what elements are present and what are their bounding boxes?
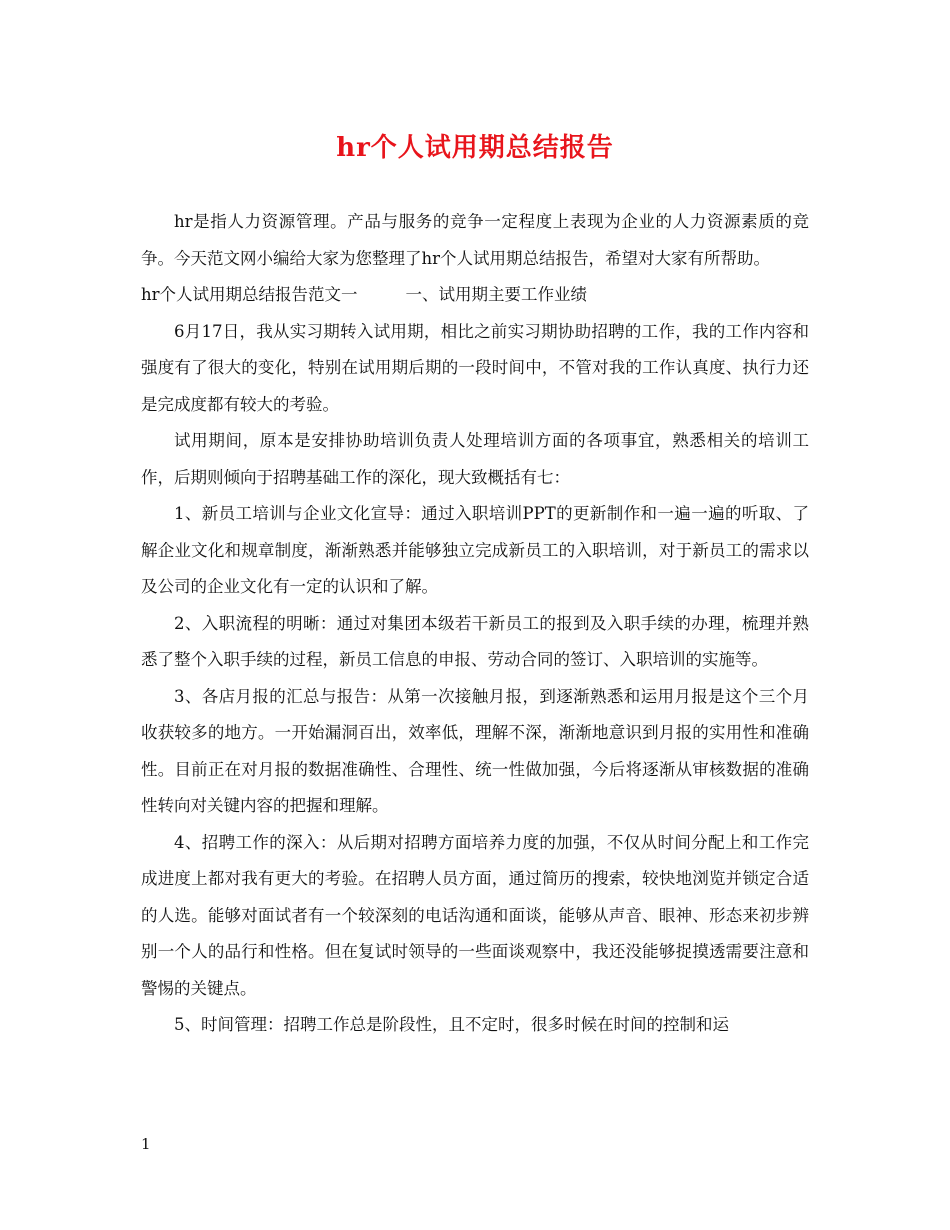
body-paragraph: 2、入职流程的明晰：通过对集团本级若干新员工的报到及入职手续的办理，梳理并熟悉了整个入职手续的过程，新员工信息的申报、劳动合同的签订、入职培训的实施等。: [141, 613, 809, 669]
document-title: hr个人试用期总结报告: [336, 133, 614, 163]
section-heading-line: [141, 277, 809, 314]
body-paragraph: 3、各店月报的汇总与报告：从第一次接触月报，到逐渐熟悉和运用月报是这个三个月收获较多的地方。一开始漏洞百出，效率低，理解不深，渐渐地意识到月报的实用性和准确性。目前正在对月报的数据准确性、合理性、统一性做加强，今后将逐渐从审核数据的准确性转向对关键内容的把握和理解。: [141, 686, 809, 815]
section-subheading: 一、试用期主要工作业绩: [405, 285, 588, 304]
body-paragraph: 4、招聘工作的深入：从后期对招聘方面培养力度的加强，不仅从时间分配上和工作完成进度上都对我有更大的考验。在招聘人员方面，通过简历的搜索，较快地浏览并锁定合适的人选。能够对面试者有一个较深刻的电话沟通和面谈，能够从声音、眼神、形态来初步辨别一个人的品行和性格。但在复试时领导的一些面谈观察中，我还没能够捉摸透需要注意和警惕的关键点。: [141, 832, 809, 998]
body-paragraph: 1、新员工培训与企业文化宣导：通过入职培训PPT的更新制作和一遍一遍的听取、了解企业文化和规章制度，渐渐熟悉并能够独立完成新员工的入职培训，对于新员工的需求以及公司的企业文化有一定的认识和了解。: [141, 504, 809, 596]
body-paragraph: 试用期间，原本是安排协助培训负责人处理培训方面的各项事宜，熟悉相关的培训工作，后期则倾向于招聘基础工作的深化，现大致概括有七：: [141, 431, 809, 487]
document-body: [141, 204, 809, 1044]
body-paragraph: 6月17日，我从实习期转入试用期，相比之前实习期协助招聘的工作，我的工作内容和强度有了很大的变化，特别在试用期后期的一段时间中，不管对我的工作认真度、执行力还是完成度都有较大的考验。: [141, 321, 809, 414]
body-paragraph: 5、时间管理：招聘工作总是阶段性，且不定时，很多时候在时间的控制和运: [174, 1015, 729, 1034]
intro-paragraph: hr是指人力资源管理。产品与服务的竞争一定程度上表现为企业的人力资源素质的竞争。今天范文网小编给大家为您整理了hr个人试用期总结报告，希望对大家有所帮助。: [141, 212, 809, 268]
page-number: 1: [141, 1135, 151, 1153]
section-heading: hr个人试用期总结报告范文一: [141, 285, 358, 304]
